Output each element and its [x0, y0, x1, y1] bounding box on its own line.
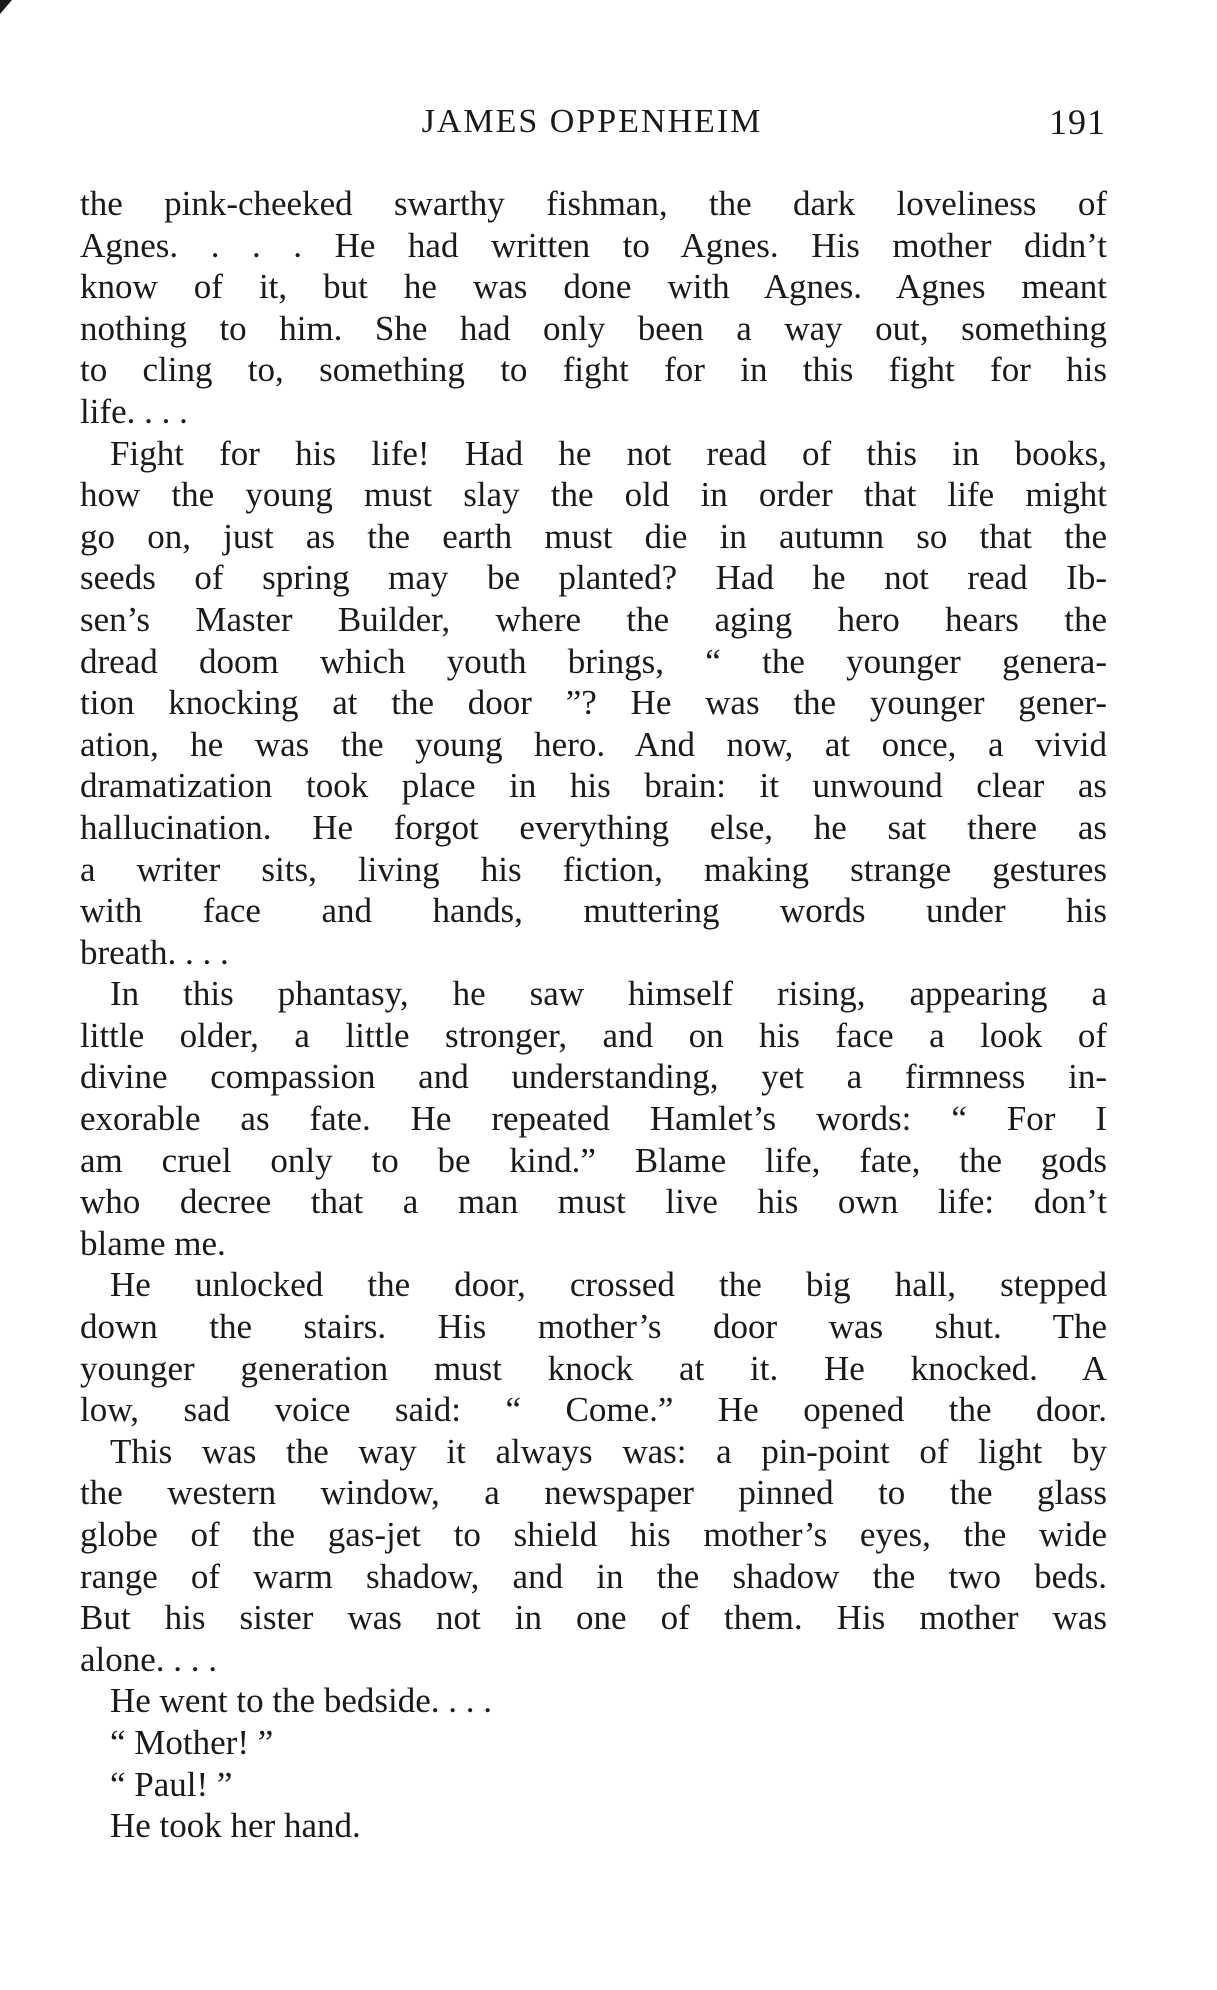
text-line: “ Paul! ” [110, 1764, 233, 1804]
text-line: to cling to, something to fight for in this fight for his [80, 350, 1107, 390]
text-line: younger generation must knock at it. He knocked. A [80, 1348, 1107, 1388]
text-line: divine compassion and understanding, yet a firmness in- [80, 1057, 1107, 1097]
text-line: He took her hand. [110, 1806, 361, 1846]
page-number: 191 [1049, 102, 1106, 142]
text-line: seeds of spring may be planted? Had he not read Ib- [80, 558, 1107, 598]
text-line: In this phantasy, he saw himself rising, appearing a [110, 974, 1107, 1014]
text-line: little older, a little stronger, and on his face a look of [80, 1015, 1107, 1055]
text-line: hallucination. He forgot everything else, he sat there as [80, 807, 1107, 847]
text-line: ation, he was the young hero. And now, at once, a vivid [80, 724, 1107, 764]
text-line: tion knocking at the door ”? He was the younger gener- [80, 683, 1107, 723]
running-title: JAMES OPPENHEIM [421, 103, 763, 140]
running-head [78, 102, 1106, 142]
text-line: low, sad voice said: “ Come.” He opened the door. [80, 1390, 1107, 1430]
text-line: life. . . . [80, 391, 188, 431]
text-line: Fight for his life! Had he not read of this in books, [110, 433, 1107, 473]
text-line: “ Mother! ” [110, 1722, 274, 1762]
text-line: a writer sits, living his fiction, making strange gestures [80, 849, 1107, 889]
text-line: alone. . . . [80, 1639, 218, 1679]
text-line: blame me. [80, 1223, 226, 1263]
text-line: range of warm shadow, and in the shadow the two beds. [80, 1556, 1107, 1596]
text-line: exorable as fate. He repeated Hamlet’s words: “ For I [80, 1099, 1107, 1139]
text-line: dread doom which youth brings, “ the younger genera- [80, 641, 1107, 681]
text-line: down the stairs. His mother’s door was shut. The [80, 1307, 1107, 1347]
text-line: Agnes. . . . He had written to Agnes. His mother didn’t [80, 225, 1107, 265]
text-line: nothing to him. She had only been a way out, something [80, 308, 1107, 348]
text-line: But his sister was not in one of them. His mother was [80, 1598, 1107, 1638]
text-line: breath. . . . [80, 932, 229, 972]
text-line: am cruel only to be kind.” Blame life, fate, the gods [80, 1140, 1107, 1180]
text-line: sen’s Master Builder, where the aging hero hears the [80, 599, 1107, 639]
text-line: go on, just as the earth must die in autumn so that the [80, 516, 1107, 556]
text-line: He unlocked the door, crossed the big hall, stepped [110, 1265, 1107, 1305]
text-line: with face and hands, muttering words under his [80, 891, 1107, 931]
body-text [80, 183, 1107, 1847]
text-line: who decree that a man must live his own life: don’t [80, 1182, 1107, 1222]
text-line: This was the way it always was: a pin-point of light by [110, 1431, 1107, 1471]
text-line: know of it, but he was done with Agnes. Agnes meant [80, 267, 1107, 307]
text-line: the western window, a newspaper pinned to the glass [80, 1473, 1107, 1513]
text-line: dramatization took place in his brain: it unwound clear as [80, 766, 1107, 806]
text-line: globe of the gas-jet to shield his mother’s eyes, the wide [80, 1515, 1107, 1554]
text-line: the pink-cheeked swarthy fishman, the dark loveliness of [80, 184, 1107, 223]
text-line: how the young must slay the old in order that life might [80, 475, 1107, 515]
corner-mark [0, 0, 12, 14]
text-line: He went to the bedside. . . . [110, 1681, 492, 1721]
